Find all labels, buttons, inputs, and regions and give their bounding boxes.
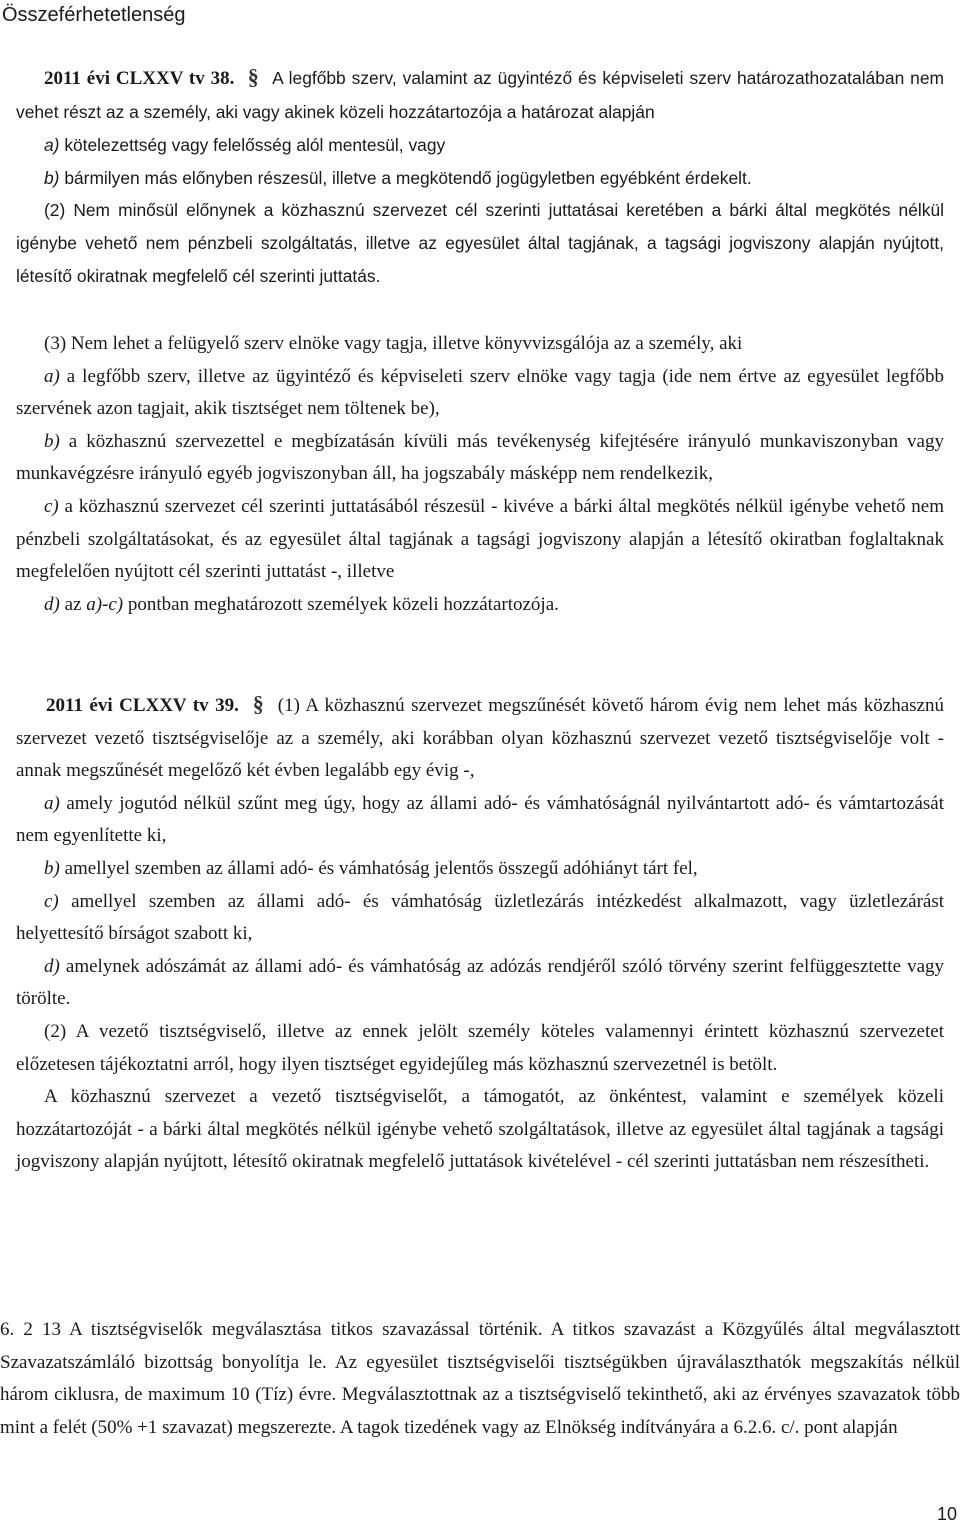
list-text: amelynek adószámát az állami adó- és vámhatóság az adózás rendjéről szóló törvény szerint felfüggesztette vagy törölte. (16, 955, 945, 1010)
list-item-a (16, 129, 944, 162)
paragraph-38-1 (16, 61, 944, 129)
list-item-a (16, 788, 944, 853)
page-number: 10 (936, 1504, 957, 1524)
section-38-part3 (16, 328, 944, 621)
list-label: c) (44, 495, 59, 517)
list-label: b) (44, 430, 60, 452)
list-item-c (16, 886, 944, 951)
paragraph-6-2-13: 6. 2 13 A tisztségviselők megválasztása titkos szavazással történik. A titkos szavazást a Közgyűlés által megválasztott Szavazatszámláló bizottság bonyolítja le. Az egyesület tisztségviselői tisztségükben újraválaszthatók megszakítás nélkül három ciklusra, de maximum 10 (Tíz) évre. Megválasztottnak az a tisztségviselő tekinthető, aki az érvényes szavazatok több mint a felét (50% +1 szavazat) megszerezte. A tagok tizedének vagy az Elnökség indítványára a 6.2.6. c/. pont alapján (0, 1319, 960, 1438)
section-39 (16, 688, 944, 1179)
list-text: a közhasznú szervezettel e megbízatásán kívüli más tevékenység kifejtésére irányuló munkaviszonyban vagy munkavégzésre irányuló egyéb jogviszonyban áll, ha jogszabály másképp nem rendelkezik, (16, 430, 944, 485)
section-mark-icon: § (247, 64, 259, 89)
paragraph-39-1 (16, 688, 944, 788)
law-reference: 2011 évi CLXXV tv 38. (44, 68, 235, 89)
list-label: a) (44, 135, 60, 156)
list-text: a közhasznú szervezet cél szerinti juttatásából részesül - kivéve a bárki által megkötés nélkül igénybe vehető nem pénzbeli szolgáltatásokat, és az egyesület által tagjának a tagsági jogviszony alapján a létesítő okiratban foglaltaknak megfelelően nyújtott cél szerinti juttatást -, illetve (16, 495, 944, 583)
section-6-2-13 (0, 1314, 960, 1444)
law-reference: 2011 évi CLXXV tv 39. (46, 695, 239, 716)
list-label: b) (44, 167, 60, 188)
list-item-d (16, 589, 944, 622)
paragraph-39-2: (2) A vezető tisztségviselő, illetve az ennek jelölt személy köteles valamennyi érintett közhasznú szervezetet előzetesen tájékoztatni arról, hogy ilyen tisztséget egyidejűleg más közhasznú szervezetnél is betölt. (16, 1020, 944, 1075)
list-text: bármilyen más előnyben részesül, illetve a megkötendő jogügyletben egyébként érdekelt. (64, 167, 752, 188)
list-label: a) (44, 792, 60, 814)
list-text: az (64, 593, 82, 615)
list-label: d) (44, 955, 60, 977)
list-label: a) (44, 365, 60, 387)
list-item-b (16, 426, 944, 491)
list-text: amely jogutód nélkül szűnt meg úgy, hogy az állami adó- és vámhatóságnál nyilvántartott adó- és vámtartozását nem egyenlítette ki, (16, 792, 944, 847)
list-item-b (16, 853, 944, 886)
list-text: kötelezettség vagy felelősség alól mentesül, vagy (64, 135, 446, 156)
list-text: amellyel szemben az állami adó- és vámhatóság jelentős összegű adóhiányt tárt fel, (64, 857, 698, 879)
paragraph-38-3: (3) Nem lehet a felügyelő szerv elnöke vagy tagja, illetve könyvvizsgálója az a személy, aki (44, 333, 743, 354)
list-label: b) (44, 857, 60, 879)
list-label: c) (44, 890, 59, 912)
list-label: d) (44, 593, 60, 615)
paragraph-text: A legfőbb szerv, valamint az ügyintéző és képviseleti szerv határozathozatalában nem vehet részt az a személy, aki vagy akinek közeli hozzátartozója a határozat alapján (16, 68, 945, 122)
page-title: Összeférhetetlenség (2, 4, 186, 26)
paragraph-text: (1) A közhasznú szervezet megszűnését követő három évig nem lehet más közhasznú szervezet vezető tisztségviselője az a személy, aki korábban olyan közhasznú szervezet vezető tisztségviselője volt - annak megszűnését megelőző két évben legalább egy évig -, (16, 695, 944, 782)
list-item-a (16, 361, 944, 426)
list-item-c (16, 491, 944, 589)
section-mark-icon: § (252, 691, 264, 716)
list-item-d (16, 951, 944, 1016)
list-text: pontban meghatározott személyek közeli hozzátartozója. (127, 593, 559, 615)
list-reference: a)-c) (86, 593, 124, 615)
paragraph-39-3: A közhasznú szervezet a vezető tisztségviselőt, a támogatót, az önkéntest, valamint e személyek közeli hozzátartozóját - a bárki által megkötés nélkül igénybe vehető szolgáltatások, illetve az egyesület által tagjának a tagsági jogviszony alapján nyújtott, létesítő okiratnak megfelelő juttatások kivételével - cél szerinti juttatásban nem részesítheti. (16, 1086, 944, 1173)
list-text: amellyel szemben az állami adó- és vámhatóság üzletlezárás intézkedést alkalmazott, vagy üzletlezárást helyettesítő bírságot szabott ki, (16, 890, 945, 945)
list-item-b (16, 162, 944, 195)
list-text: a legfőbb szerv, illetve az ügyintéző és képviseleti szerv elnöke vagy tagja (ide nem értve az egyesület legfőbb szervének azon tagjait, akik tisztséget nem töltenek be), (16, 365, 945, 420)
paragraph-38-2: (2) Nem minősül előnynek a közhasznú szervezet cél szerinti juttatásai keretében a bárki által megkötés nélkül igénybe vehető nem pénzbeli szolgáltatás, illetve az egyesület által tagjának, a tagsági jogviszony alapján nyújtott, létesítő okiratnak megfelelő cél szerinti juttatás. (16, 200, 944, 286)
section-38-part1 (16, 61, 944, 292)
